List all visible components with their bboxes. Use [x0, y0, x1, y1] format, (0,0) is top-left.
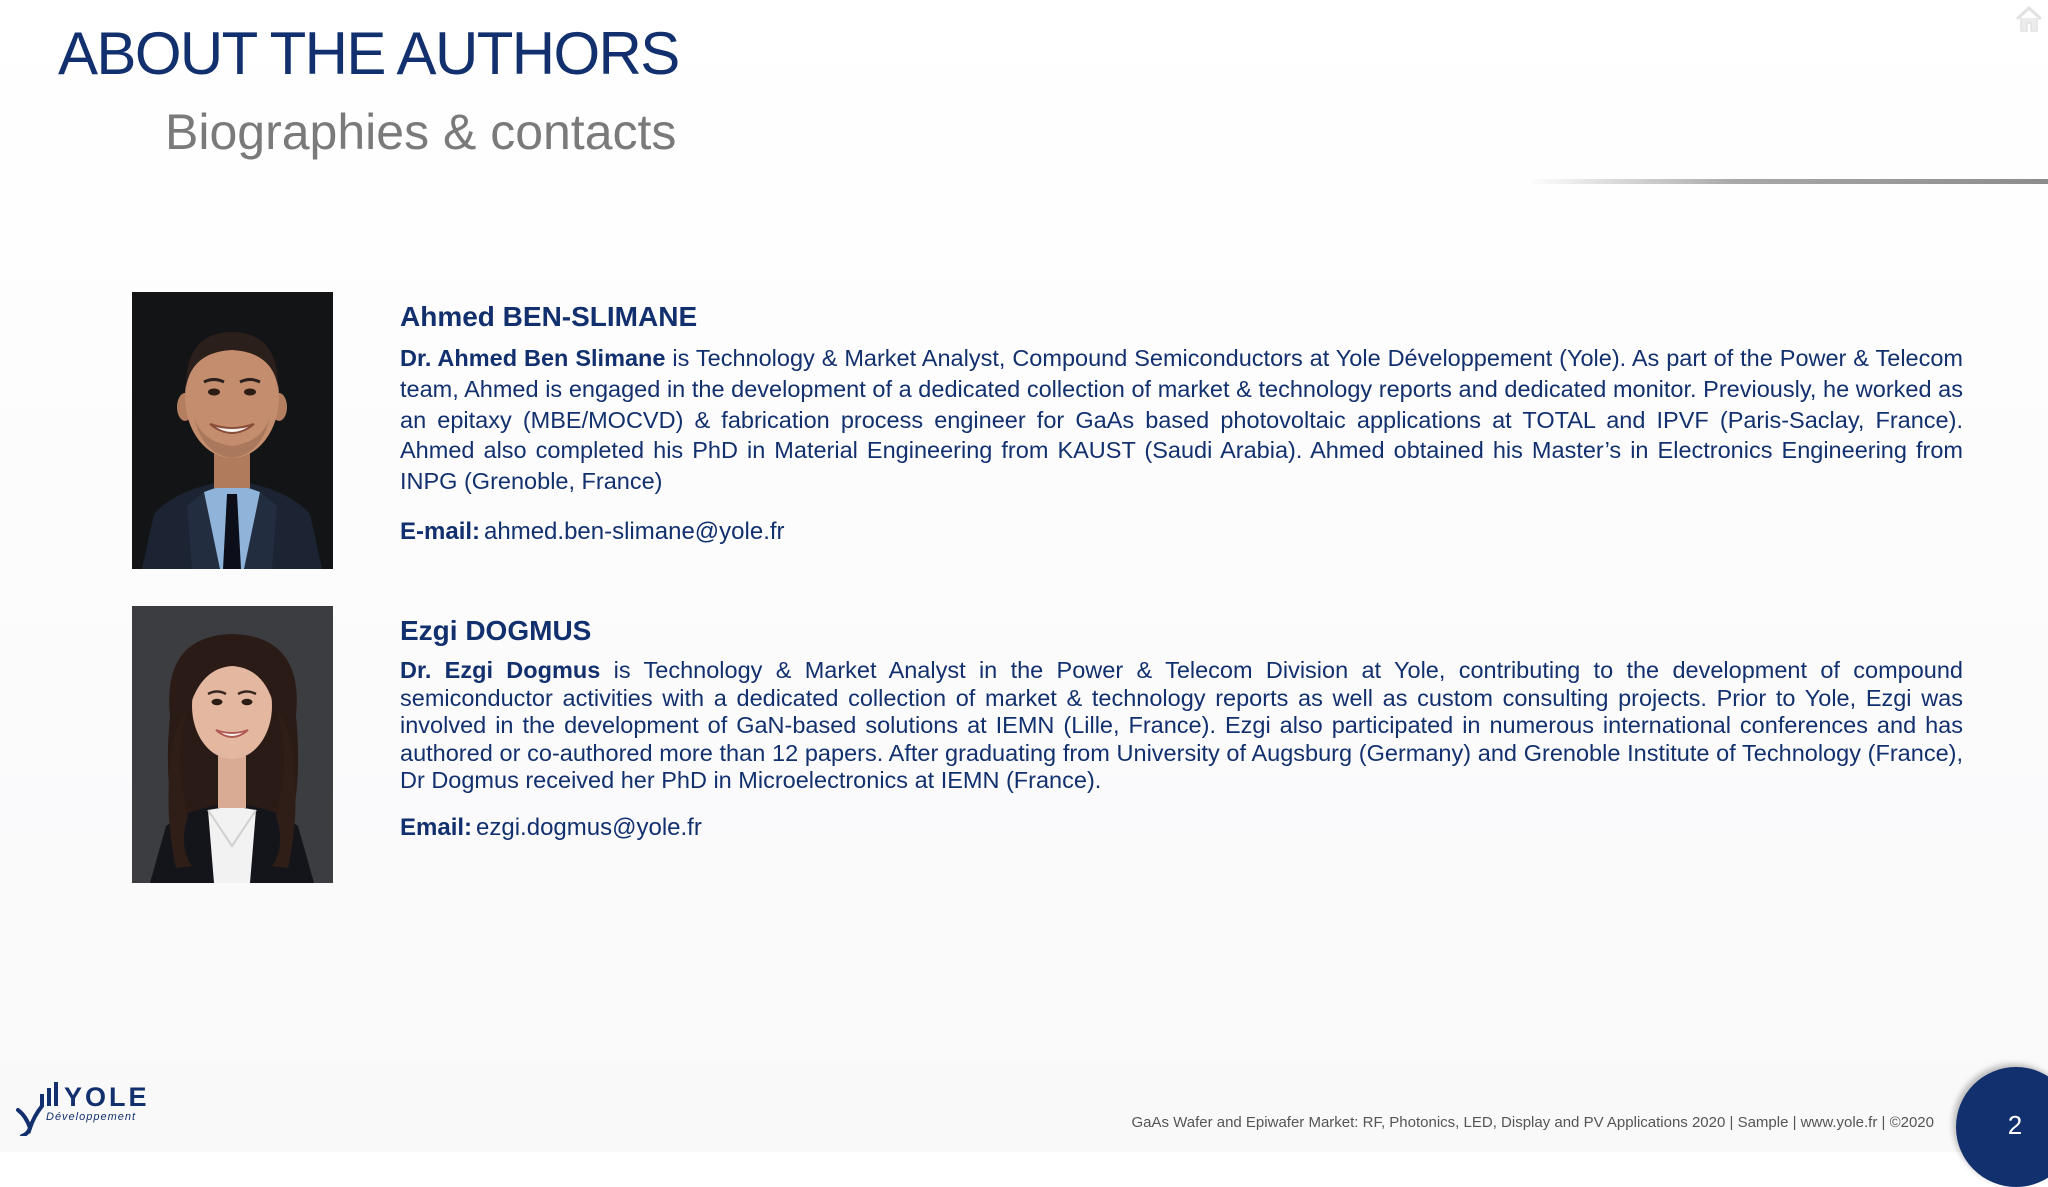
author-lead-name: Dr. Ahmed Ben Slimane: [400, 345, 666, 371]
author-name: Ahmed BEN-SLIMANE: [400, 301, 698, 332]
author-email-row: [400, 813, 1963, 843]
author-name: Ezgi DOGMUS: [400, 615, 592, 646]
email-label: E-mail:: [400, 517, 481, 545]
author-email-row: [400, 517, 1963, 547]
footer-caption: GaAs Wafer and Epiwafer Market: RF, Photonics, LED, Display and PV Applications 2020 | Sample | www.yole.fr | ©2020: [1131, 1114, 1934, 1131]
author-bio-paragraph: [400, 657, 1963, 795]
author-bio-text: is Technology & Market Analyst, Compound Semiconductors at Yole Développement (Yole). As part of the Power & Telecom team, Ahmed is engaged in the development of a dedicated collection of market & technology reports and dedicated monitor. Previously, he worked as an epitaxy (MBE/MOCVD) & fabrication process engineer for GaAs based photovoltaic applications at TOTAL and IPVF (Paris-Saclay, France). Ahmed also completed his PhD in Material Engineering from KAUST (Saudi Arabia). Ahmed obtained his Master’s in Electronics Engineering from INPG (Grenoble, France): [400, 345, 1964, 495]
author-photo-ezgi: [132, 606, 333, 883]
logo-tagline: Développement: [46, 1111, 137, 1123]
email-label: Email:: [400, 813, 473, 841]
author-bio-text: is Technology & Market Analyst in the Power & Telecom Division at Yole, contributing to the development of compound semiconductor activities with a dedicated collection of market & technology reports as well as custom consulting projects. Prior to Yole, Ezgi was involved in the development of GaN-based solutions at IEMN (Lille, France). Ezgi also participated in numerous international conferences and has authored or co-authored more than 12 papers. After graduating from University of Augsburg (Germany) and Grenoble Institute of Technology (France), Dr Dogmus received her PhD in Microelectronics at IEMN (France).: [400, 657, 1964, 793]
email-link[interactable]: ahmed.ben-slimane@yole.fr: [484, 517, 785, 545]
page-title: ABOUT THE AUTHORS: [58, 20, 679, 87]
yole-logo: [16, 1076, 156, 1146]
home-icon[interactable]: [2014, 4, 2044, 34]
page-subtitle: Biographies & contacts: [165, 104, 677, 160]
author-text-ezgi: [400, 606, 1963, 843]
author-text-ahmed: [400, 292, 1963, 547]
page-number: 2: [2007, 1110, 2023, 1140]
author-bio-paragraph: [400, 343, 1963, 497]
author-lead-name: Dr. Ezgi Dogmus: [400, 657, 601, 683]
header-divider: [1528, 179, 2048, 184]
yole-logo-mark: [16, 1076, 66, 1136]
email-link[interactable]: ezgi.dogmus@yole.fr: [476, 813, 702, 841]
author-photo-ahmed: [132, 292, 333, 569]
logo-wordmark: YOLE: [64, 1082, 150, 1112]
